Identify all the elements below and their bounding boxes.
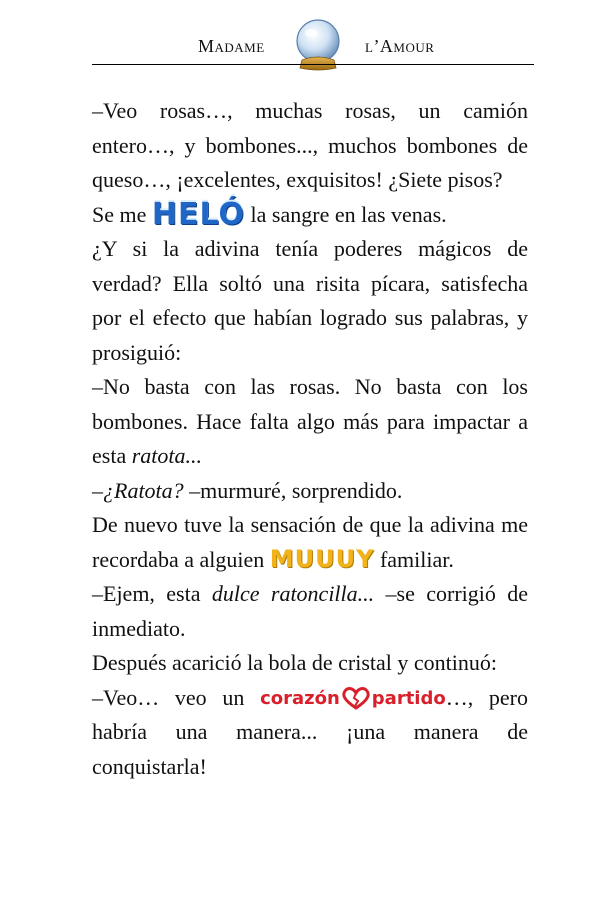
partido-styled-word: partido	[371, 687, 446, 709]
paragraph: –Ejem, esta dulce ratoncilla... –se corrigió de inmediato.	[92, 581, 529, 641]
page-header	[0, 0, 600, 80]
paragraph: Se me HELÓ la sangre en las venas.	[92, 196, 447, 232]
paragraph: –No basta con las rosas. No basta con los bombones. Hace falta algo más para impactar a esta ratota...	[92, 374, 528, 468]
paragraph: –Veo rosas…, muchas rosas, un camión entero…, y bombones..., muchos bombones de queso…, ¡excelentes, exquisitos! ¿Siete pisos?	[92, 98, 528, 192]
paragraph: Después acarició la bola de cristal y continuó:	[92, 650, 498, 675]
paragraph: ¿Y si la adivina tenía poderes mágicos de verdad? Ella soltó una risita pícara, satisfecha por el efecto que habían logrado sus palabras, y prosiguió:	[92, 236, 528, 365]
header-rule	[92, 64, 534, 65]
muuuy-styled-word: MUUUY	[269, 544, 375, 573]
running-head-left: Madame	[198, 36, 265, 56]
running-head-right: l’Amour	[365, 36, 435, 56]
broken-heart-icon	[341, 686, 371, 710]
paragraph: –Veo… veo un corazón partido…, pero habría una manera... ¡una manera de conquistarla!	[92, 684, 529, 779]
helo-styled-word: HELÓ	[151, 196, 246, 232]
paragraph: De nuevo tuve la sensación de que la adivina me recordaba a alguien MUUUY familiar.	[92, 512, 528, 573]
crystal-ball-icon	[290, 14, 346, 74]
page-text	[92, 94, 528, 784]
corazon-styled-word: corazón	[260, 687, 340, 709]
paragraph: –¿Ratota? –murmuré, sorprendido.	[92, 477, 403, 503]
